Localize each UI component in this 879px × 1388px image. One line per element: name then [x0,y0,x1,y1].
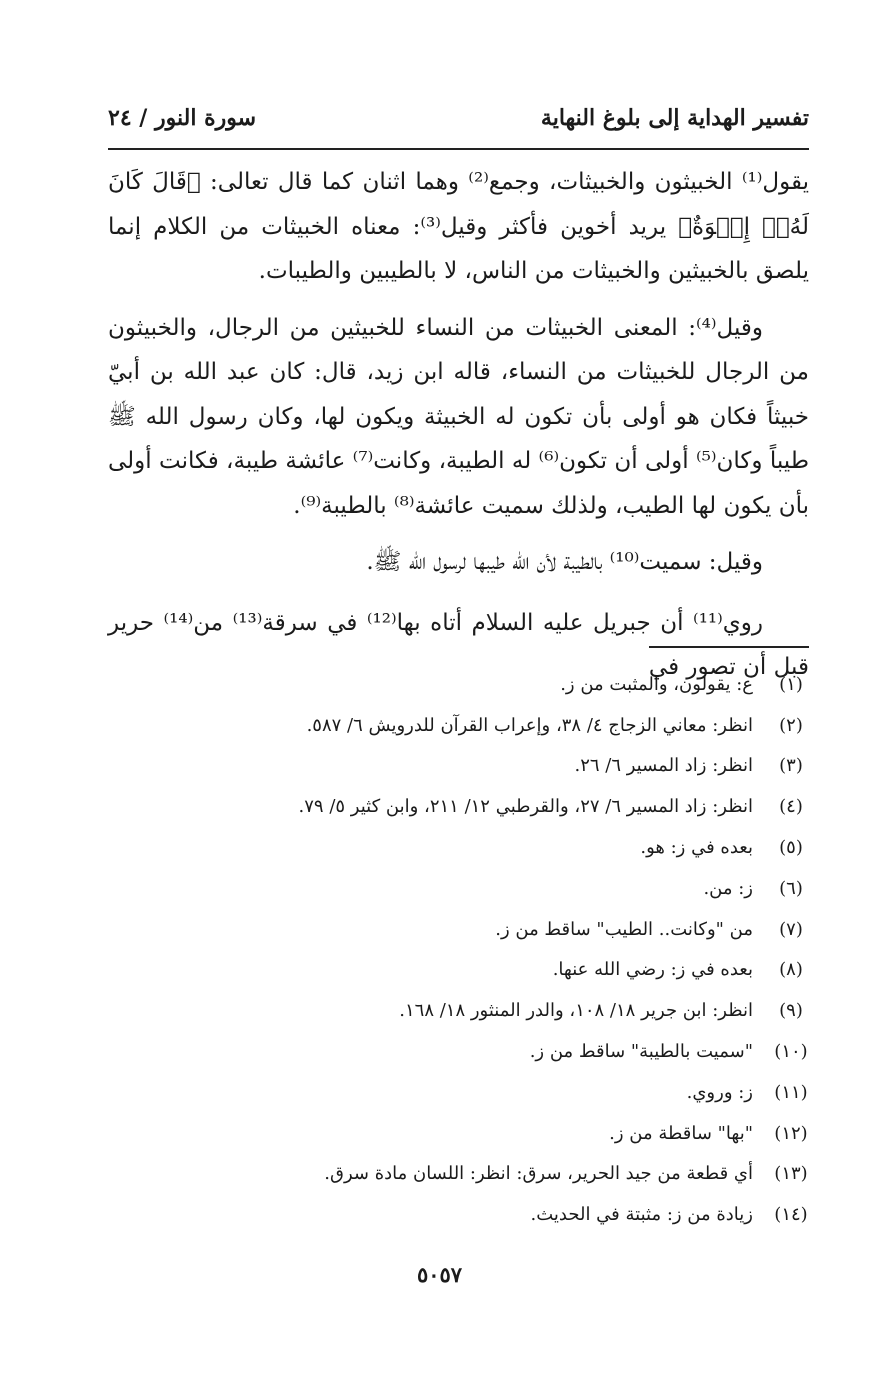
footnote-text: بعده في ز: هو. [640,837,753,859]
paragraph-2: وقيل⁽⁴⁾: المعنى الخبيثات من النساء للخبيثين من الرجال، والخبيثون من الرجال للخبيثات من النساء، قاله ابن زيد، قال: كان عبد الله بن أبيّ خبيثاً فكان هو أولى بأن تكون له الخبيثة ويكون لها، وكان رسول الله ﷺ طيباً وكان⁽⁵⁾ أولى أن تكون⁽⁶⁾ له الطيبة، وكانت⁽⁷⁾ عائشة طيبة، فكانت أولى بأن يكون لها الطيب، ولذلك سميت عائشة⁽⁸⁾ بالطيبة⁽⁹⁾. [108,314,810,519]
footnote-item [108,705,819,746]
footnote-item [108,1031,819,1072]
footnote-item [108,909,819,950]
footnote-number: (١٤) [774,1204,808,1226]
footnote-number: (٦) [779,877,803,899]
footnote-number: (١) [779,673,803,695]
page-number: ٥٠٥٧ [416,1262,463,1287]
footnote-text: انظر: زاد المسير ٦/ ٢٧، والقرطبي ١٢/ ٢١١، وابن كثير ٥/ ٧٩. [298,796,753,818]
footnote-text: زيادة من ز: مثبتة في الحديث. [530,1204,753,1226]
footnote-number: (٣) [779,755,803,777]
paragraph-3: وقيل: سميت⁽¹⁰⁾ بالطيبة لأن الله طيبها لرسول الله ﷺ. [366,549,763,575]
paragraph-1: يقول⁽¹⁾ الخبيثون والخبيثات، وجمع⁽²⁾ وهما اثنان كما قال تعالى: ﴿قَالَ كَانَ لَهُۥٓ إِخۡوَةٌ﴾ يريد أخوين فأكثر وقيل⁽³⁾: معناه الخبيثات من الكلام إنما يلصق بالخبيثين والخبيثات من الناس، لا بالطيبين والطيبات. [108,169,809,284]
footnote-item [108,827,819,868]
footnote-number: (١٣) [774,1163,808,1185]
footnote-item [108,1154,819,1195]
footnote-text: "بها" ساقطة من ز. [609,1122,753,1144]
footnote-number: (١٢) [774,1122,808,1144]
footnote-number: (٥) [779,837,803,859]
footnote-text: انظر: ابن جرير ١٨/ ١٠٨، والدر المنثور ١٨/ ١٦٨. [399,1000,753,1022]
footnote-text: بعده في ز: رضي الله عنها. [552,959,753,981]
footnote-item [108,664,819,705]
footnote-number: (٢) [779,714,803,736]
footnote-number: (٨) [779,959,803,981]
footnotes-list [108,664,819,1235]
footnote-item [108,990,819,1031]
footnote-item [108,786,819,827]
book-title: تفسير الهداية إلى بلوغ النهاية [540,105,809,131]
footnote-number: (١١) [774,1081,808,1103]
surah-page-label: سورة النور / ٢٤ [108,105,257,131]
footnote-text: من "وكانت.. الطيب" ساقط من ز. [495,918,753,940]
footnote-text: "سميت بالطيبة" ساقط من ز. [529,1041,753,1063]
footnote-text: انظر: زاد المسير ٦/ ٢٦. [574,755,753,777]
footnote-number: (١٠) [774,1041,808,1063]
running-header [108,98,809,138]
footnote-item [108,950,819,991]
footnote-text: ز: من. [703,877,753,899]
footnote-number: (٩) [779,1000,803,1022]
footnote-text: ز: وروي. [686,1081,753,1103]
paragraph-4: روي⁽¹¹⁾ أن جبريل عليه السلام أتاه بها⁽¹²⁾ في سرقة⁽¹³⁾ من⁽¹⁴⁾ حرير قبل أن تصور في [108,609,809,680]
footnote-item [108,1072,819,1113]
footnote-text: انظر: معاني الزجاج ٤/ ٣٨، وإعراب القرآن للدرويش ٦/ ٥٨٧. [306,714,753,736]
footnote-item [108,746,819,787]
footnote-text: ع: يقولون، والمثبت من ز. [560,673,753,695]
main-text [108,160,809,706]
footnote-text: أي قطعة من جيد الحرير، سرق: انظر: اللسان مادة سرق. [324,1163,753,1185]
footnote-divider [649,646,809,648]
footnote-number: (٤) [779,796,803,818]
header-divider [108,148,809,150]
footnote-item [108,1194,819,1235]
footnote-item [108,868,819,909]
footnote-number: (٧) [779,918,803,940]
footnote-item [108,1113,819,1154]
